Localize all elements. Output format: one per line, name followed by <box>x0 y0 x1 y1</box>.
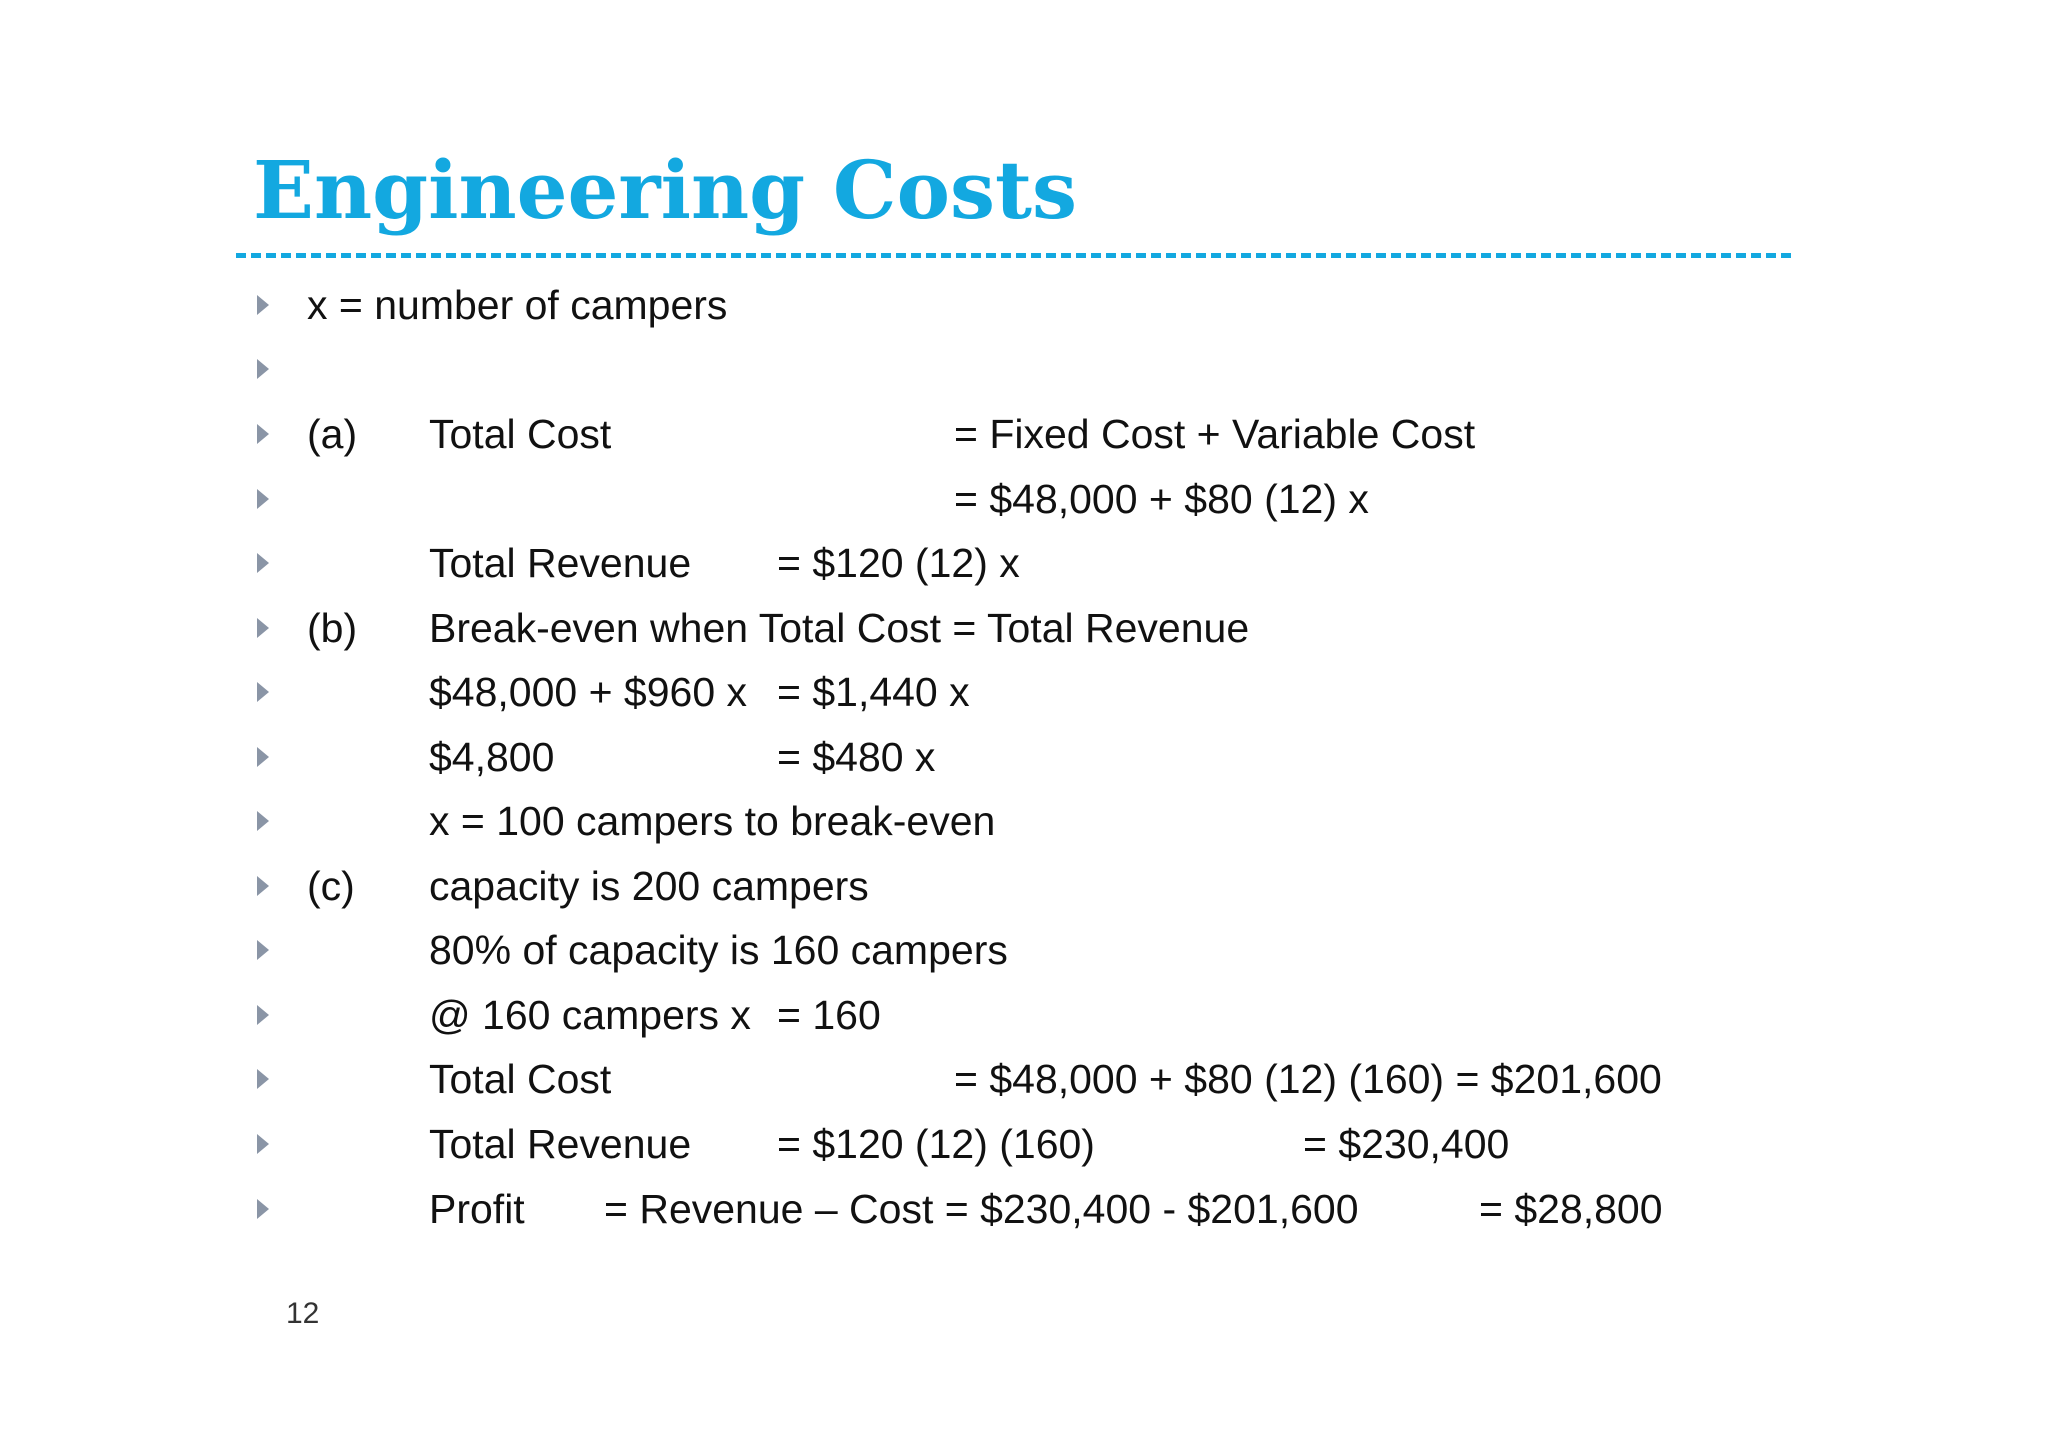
line-term: Total Cost <box>429 411 612 457</box>
bullet-line-14 <box>0 1112 2048 1176</box>
bullet-arrow-icon <box>257 682 269 702</box>
line-term: $48,000 + $960 x <box>429 669 748 715</box>
bullet-arrow-icon <box>257 489 269 509</box>
line-equation: = $120 (12) (160) <box>777 1121 1095 1167</box>
line-term: $4,800 <box>429 734 555 780</box>
line-equation: = Revenue – Cost = $230,400 - $201,600 <box>604 1186 1359 1232</box>
bullet-arrow-icon <box>257 876 269 896</box>
bullet-line-10 <box>0 854 2048 918</box>
bullet-line-1 <box>0 273 2048 337</box>
line-term: capacity is 200 campers <box>429 863 869 909</box>
line-term: Total Cost <box>429 1056 612 1102</box>
line-term: x = 100 campers to break-even <box>429 798 996 844</box>
line-equation: = 160 <box>777 992 881 1038</box>
line-term: Total Revenue <box>429 1121 692 1167</box>
line-result: = $28,800 <box>1479 1186 1663 1232</box>
line-equation: = $480 x <box>777 734 936 780</box>
bullet-arrow-icon <box>257 424 269 444</box>
bullet-line-8 <box>0 725 2048 789</box>
line-equation: = $120 (12) x <box>777 540 1020 586</box>
bullet-arrow-icon <box>257 1069 269 1089</box>
bullet-arrow-icon <box>257 359 269 379</box>
line-text: x = number of campers <box>307 282 728 328</box>
bullet-arrow-icon <box>257 618 269 638</box>
bullet-arrow-icon <box>257 553 269 573</box>
line-result: = $230,400 <box>1303 1121 1510 1167</box>
line-equation: = $1,440 x <box>777 669 970 715</box>
title-divider <box>236 253 1791 258</box>
part-label: (c) <box>307 863 355 909</box>
bullet-line-11 <box>0 918 2048 982</box>
bullet-line-13 <box>0 1047 2048 1111</box>
bullet-arrow-icon <box>257 940 269 960</box>
bullet-line-2 <box>0 337 2048 401</box>
line-equation: = $48,000 + $80 (12) x <box>954 476 1369 522</box>
bullet-arrow-icon <box>257 1199 269 1219</box>
line-term: @ 160 campers x <box>429 992 751 1038</box>
line-equation: = Fixed Cost + Variable Cost <box>954 411 1476 457</box>
bullet-arrow-icon <box>257 811 269 831</box>
line-term: Break-even when Total Cost = Total Revenue <box>429 605 1250 651</box>
bullet-line-4 <box>0 467 2048 531</box>
bullet-arrow-icon <box>257 1005 269 1025</box>
bullet-line-6 <box>0 596 2048 660</box>
slide-title: Engineering Costs <box>253 143 1077 237</box>
bullet-arrow-icon <box>257 1134 269 1154</box>
bullet-line-7 <box>0 660 2048 724</box>
line-term: 80% of capacity is 160 campers <box>429 927 1008 973</box>
bullet-line-3 <box>0 402 2048 466</box>
bullet-line-9 <box>0 789 2048 853</box>
bullet-line-5 <box>0 531 2048 595</box>
bullet-arrow-icon <box>257 747 269 767</box>
line-term: Total Revenue <box>429 540 692 586</box>
part-label: (b) <box>307 605 358 651</box>
part-label: (a) <box>307 411 358 457</box>
bullet-line-15 <box>0 1177 2048 1241</box>
bullet-line-12 <box>0 983 2048 1047</box>
line-term: Profit <box>429 1186 525 1232</box>
line-equation: = $48,000 + $80 (12) (160) = $201,600 <box>954 1056 1662 1102</box>
bullet-arrow-icon <box>257 295 269 315</box>
page-number: 12 <box>286 1297 320 1330</box>
